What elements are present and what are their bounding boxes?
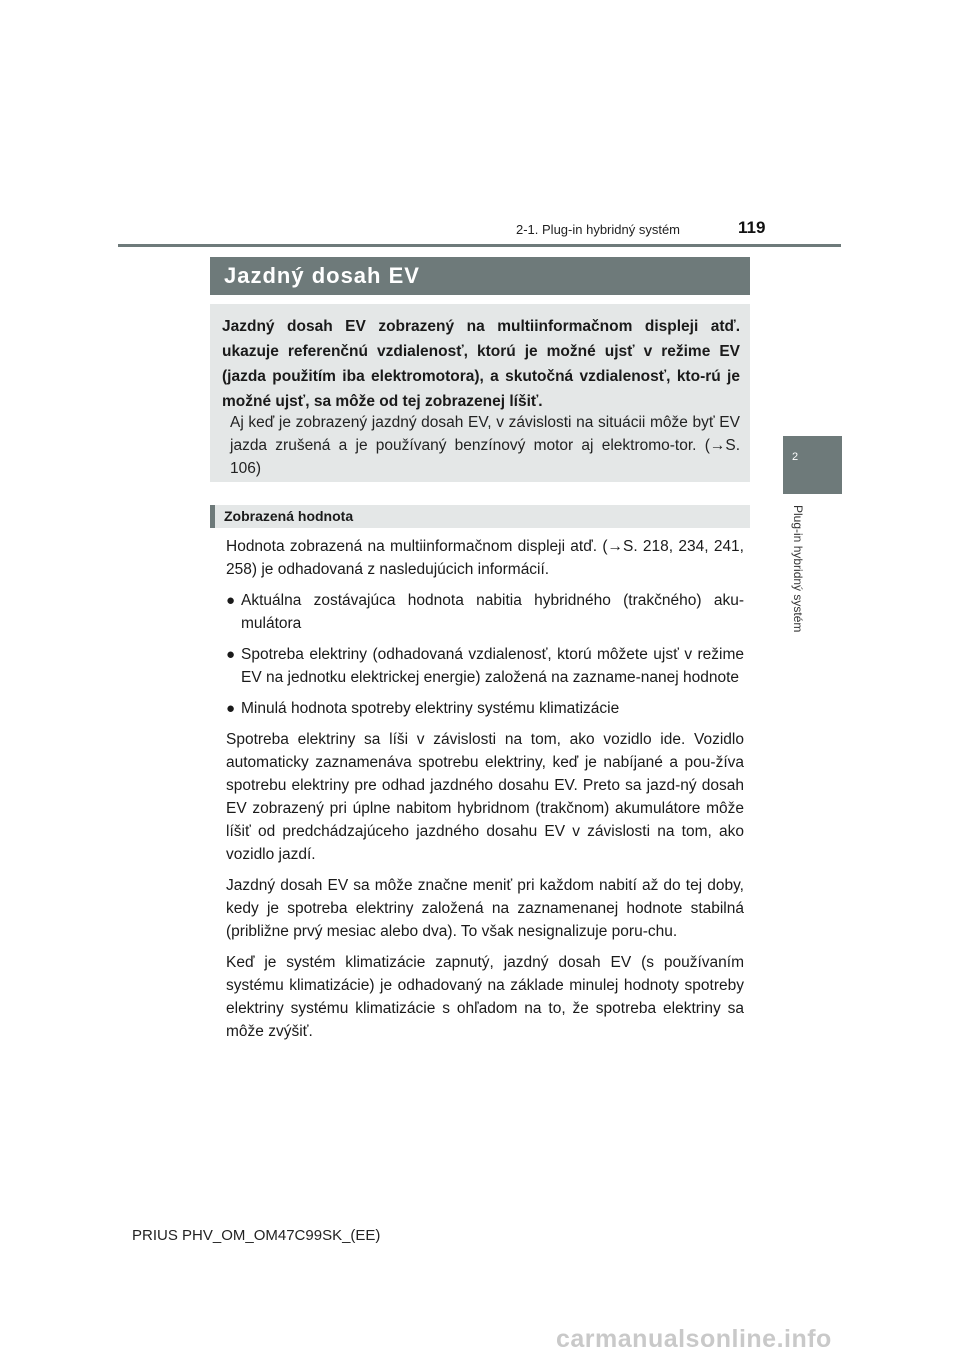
watermark: carmanualsonline.info xyxy=(556,1325,832,1353)
header-rule xyxy=(118,244,841,247)
header-section-title: 2-1. Plug-in hybridný systém xyxy=(516,222,681,237)
list-item xyxy=(226,697,744,720)
list-item-text: Spotreba elektriny (odhadovaná vzdialenosť, ktorú môžete ujsť v režime EV na jednotku elektrickej energie) založená na zazname-nanej hodnote xyxy=(241,646,744,686)
subsection-heading xyxy=(210,505,750,528)
body-paragraph: Jazdný dosah EV sa môže značne meniť pri každom nabití až do tej doby, kedy je spotreba elektriny založená na zaznamenanej hodnote stabilná (približne prvý mesiac alebo dva). To však nesignalizuje poru-chu. xyxy=(226,877,744,940)
list-item xyxy=(226,643,744,689)
footer-document-id: PRIUS PHV_OM_OM47C99SK_(EE) xyxy=(132,1227,381,1244)
list-item-text: Minulá hodnota spotreby elektriny systému klimatizácie xyxy=(241,700,620,717)
list-item xyxy=(226,589,744,635)
intro-box xyxy=(210,304,750,482)
chapter-tab-number: 2 xyxy=(791,451,799,463)
section-title: Jazdný dosah EV xyxy=(224,263,420,288)
body-paragraph: Spotreba elektriny sa líši v závislosti na tom, ako vozidlo ide. Vozidlo automaticky zaznamenáva spotrebu elektriny, keď je nabíjané a pou-žíva spotrebu elektriny pre odhad jazdného dosahu EV. Preto sa jazd-ný dosah EV zobrazený pri úplne nabitom hybridnom (trakčnom) akumulátore môže líšiť od predchádzajúceho jazdného dosahu EV v závislosti na tom, ako vozidlo jazdí. xyxy=(226,731,744,863)
intro-normal-text: Aj keď je zobrazený jazdný dosah EV, v závislosti na situácii môže byť EV jazda zrušená a je používaný benzínový motor aj elektromo-tor. (→S. 106) xyxy=(230,414,740,477)
bullet-icon: ● xyxy=(226,592,236,609)
chapter-tab xyxy=(783,436,842,494)
subsection-heading-text: Zobrazená hodnota xyxy=(224,508,354,524)
body-text xyxy=(226,535,744,1051)
body-paragraph: Keď je systém klimatizácie zapnutý, jazdný dosah EV (s používaním systému klimatizácie) je odhadovaný na základe minulej hodnoty spotreby elektriny systému klimatizácie s ohľadom na to, že spotreba elektriny sa môže zvýšiť. xyxy=(226,954,744,1040)
bullet-icon: ● xyxy=(226,646,236,663)
list-item-text: Aktuálna zostávajúca hodnota nabitia hybridného (trakčného) aku-mulátora xyxy=(241,592,744,632)
chapter-tab-label: Plug-in hybridný systém xyxy=(791,505,805,633)
page-number: 119 xyxy=(738,218,766,237)
bullet-icon: ● xyxy=(226,700,236,717)
subsection-heading-marker xyxy=(210,505,215,528)
intro-bold-text: Jazdný dosah EV zobrazený na multiinformačnom displeji atď. ukazuje referenčnú vzdialenosť, ktorú je možné ujsť v režime EV (jazda použitím iba elektromotora), a skutočná vzdialenosť, kto-rú je možné ujsť, sa môže od tej zobrazenej líšiť. xyxy=(222,318,740,410)
lead-paragraph: Hodnota zobrazená na multiinformačnom displeji atď. (→S. 218, 234, 241, 258) je odhadovaná z nasledujúcich informácií. xyxy=(226,538,744,578)
section-title-bar xyxy=(210,257,750,295)
